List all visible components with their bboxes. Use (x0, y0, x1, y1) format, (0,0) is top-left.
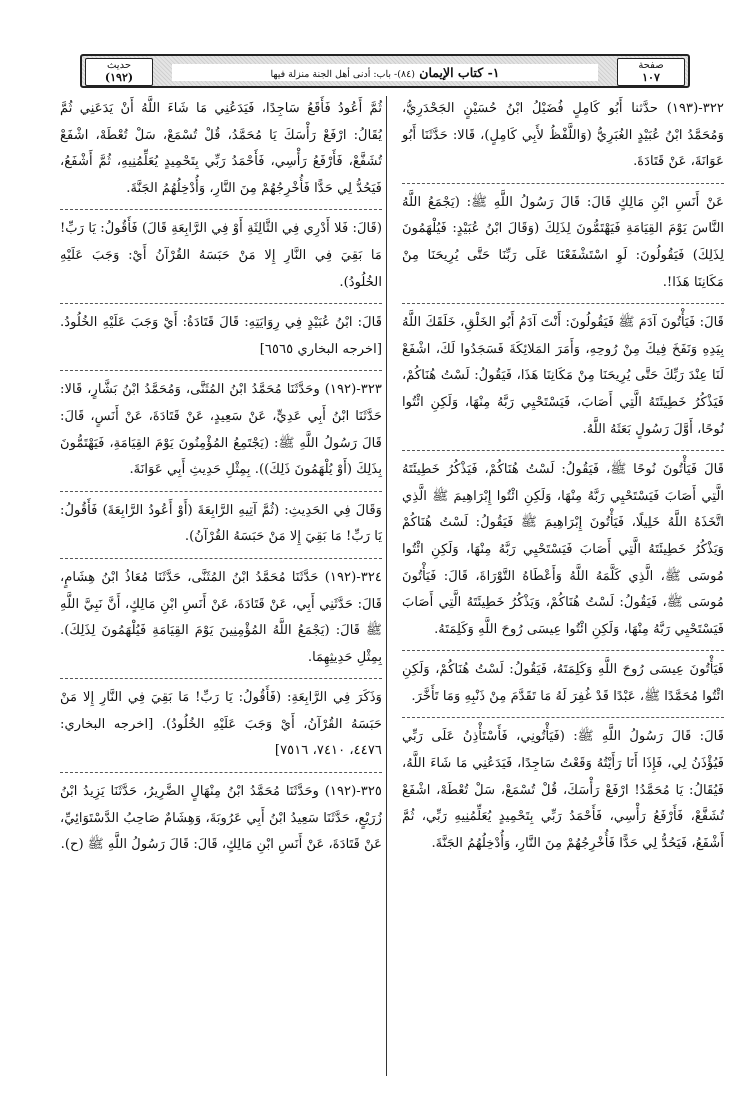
separator (60, 678, 382, 679)
right-column (402, 96, 724, 864)
paragraph: ثُمَّ أَعُودُ فَأَقَعُ سَاجِدًا، فَيَدَعُنِي مَا شَاءَ اللَّهُ أَنْ يَدَعَنِي ثُمَّ يُقَالُ: ارْفَعْ رَأْسَكَ يَا مُحَمَّدُ، قُلْ تُسْمَعْ، سَلْ تُعْطَهْ، اشْفَعْ تُشَفَّعْ، فَأَرْفَعُ رَأْسِي، فَأَحْمَدُ رَبِّي بِتَحْمِيدٍ يُعَلِّمُنِيهِ، ثُمَّ أَشْفَعُ، فَيَحُدُّ لِي حَدًّا فَأُخْرِجُهُمْ مِنَ النَّارِ، وَأُدْخِلُهُمُ الجَنَّةَ. (60, 101, 382, 196)
separator (60, 772, 382, 773)
hadith-322-isnad: ٣٢٢-(١٩٣) حدَّثنا أَبُو كَامِلٍ فُضَيْلُ ابْنُ حُسَيْنٍ الجَحْدَرِيُّ، وَمُحَمَّدُ ابْنُ عُبَيْدٍ الغُبَرِيُّ (وَاللَّفْظُ لأَبِي كَامِلٍ)، قَالا: حَدَّثَنَا أَبُو عَوَانَةَ، عَنْ قَتَادَةَ. (402, 101, 724, 170)
paragraph: قَالَ: قَالَ رَسُولُ اللَّهِ ﷺ: (فَيَأْتُونِي، فَأَسْتَأْذِنُ عَلَى رَبِّي فَيُؤْذَنُ لِي، فَإِذَا أَنَا رَأَيْتُهُ وَقَعْتُ سَاجِدًا، فَيَدَعُنِي مَا شَاءَ اللَّهُ، فَيُقَالُ: يَا مُحَمَّدُ! ارْفَعْ رَأْسَكَ، قُلْ تُسْمَعْ، سَلْ تُعْطَهْ، اشْفَعْ تُشَفَّعْ، فَأَرْفَعُ رَأْسِي، فَأَحْمَدُ رَبِّي بِتَحْمِيدٍ يُعَلِّمُنِيهِ رَبِّي، ثُمَّ أَشْفَعُ، فَيَحُدُّ لِي حَدًّا فَأُخْرِجُهُمْ مِنَ النَّارِ، وَأُدْخِلُهُمُ الجَنَّةَ. (402, 729, 724, 851)
separator (402, 303, 724, 304)
hadith-324: ٣٢٤-(١٩٢) حَدَّثَنَا مُحَمَّدُ ابْنُ المُثَنَّى، حَدَّثَنَا مُعَاذُ ابْنُ هِشَامٍ، قَالَ: حَدَّثَنِي أَبِي، عَنْ قَتَادَةَ، عَنْ أَنَسِ ابْنِ مَالِكٍ، أَنَّ نَبِيَّ اللَّهِ ﷺ قَالَ: (يَجْمَعُ اللَّهُ المُؤْمِنِينَ يَوْمَ القِيَامَةِ فَيُلْهَمُونَ لِذَلِكَ). بِمِثْلِ حَدِيثِهِمَا. (60, 569, 382, 665)
left-column (60, 96, 382, 866)
separator (60, 491, 382, 492)
paragraph: عَنْ أَنَسِ ابْنِ مَالِكٍ قَالَ: قَالَ رَسُولُ اللَّهِ ﷺ: (يَجْمَعُ اللَّهُ النَّاسَ يَوْمَ القِيَامَةِ فَيَهْتَمُّونَ لِذَلِكَ (وَقَالَ ابْنُ عُبَيْدٍ: فَيُلْهَمُونَ لِذَلِكَ) فَيَقُولُونَ: لَوِ اسْتَشْفَعْنَا عَلَى رَبِّنَا حَتَّى يُرِيحَنَا مِنْ مَكَانِنَا هَذَا!. (402, 194, 724, 290)
separator (402, 183, 724, 184)
paragraph: قَالَ: فَيَأْتُونَ آدَمَ ﷺ فَيَقُولُونَ: أَنْتَ آدَمُ أَبُو الخَلْقِ، خَلَقَكَ اللَّهُ بِيَدِهِ وَنَفَخَ فِيكَ مِنْ رُوحِهِ، وَأَمَرَ المَلائِكَةَ فَسَجَدُوا لَكَ، اشْفَعْ لَنَا عِنْدَ رَبِّكَ حَتَّى يُرِيحَنَا مِنْ مَكَانِنَا هَذَا، فَيَقُولُ: لَسْتُ هُنَاكُمْ، فَيَذْكُرُ خَطِيئَتَهُ الَّتِي أَصَابَ، فَيَسْتَحْيِي رَبَّهُ مِنْهَا، وَلَكِنِ ائْتُوا نُوحًا، أَوَّلَ رَسُولٍ بَعَثَهُ اللَّهُ. (402, 315, 724, 437)
separator (402, 450, 724, 451)
page-label: صفحة (638, 60, 664, 71)
separator (60, 558, 382, 559)
column-divider (386, 96, 387, 1076)
chapter-title: (٨٤)- باب: أدنى أهل الجنة منزلة فيها (270, 69, 415, 80)
paragraph: وَذَكَرَ فِي الرَّابِعَةِ: (فَأَقُولُ: يَا رَبِّ! مَا بَقِيَ فِي النَّارِ إِلا مَنْ حَبَسَهُ القُرْآنُ، أَيْ وَجَبَ عَلَيْهِ الخُلُودُ). [اخرجه البخاري: ٤٤٧٦، ٧٤١٠، ٧٥١٦] (60, 690, 382, 759)
paragraph: (قَالَ: فَلا أَدْرِي فِي الثَّالِثَةِ أَوْ فِي الرَّابِعَةِ قَالَ) فَأَقُولُ: يَا رَبِّ! مَا بَقِيَ فِي النَّارِ إِلا مَنْ حَبَسَهُ القُرْآنُ أَيْ: وَجَبَ عَلَيْهِ الخُلُودُ). (60, 221, 382, 290)
paragraph: قَالَ فَيَأْتُونَ نُوحًا ﷺ، فَيَقُولُ: لَسْتُ هُنَاكُمْ، فَيَذْكُرُ خَطِيئَتَهُ الَّتِي أَصَابَ فَيَسْتَحْيِي رَبَّهُ مِنْهَا، وَلَكِنِ ائْتُوا إِبْرَاهِيمَ ﷺ الَّذِي اتَّخَذَهُ اللَّهُ خَلِيلًا، فَيَأْتُونَ إِبْرَاهِيمَ ﷺ فَيَقُولُ: لَسْتُ هُنَاكُمْ وَيَذْكُرُ خَطِيئَتَهُ الَّتِي أَصَابَ فَيَسْتَحْيِي رَبَّهُ مِنْهَا، وَلَكِنِ ائْتُوا مُوسَى ﷺ، الَّذِي كَلَّمَهُ اللَّهُ وَأَعْطَاهُ التَّوْرَاةَ، قَالَ: فَيَأْتُونَ مُوسَى ﷺ، فَيَقُولُ: لَسْتُ هُنَاكُمْ، وَيَذْكُرُ خَطِيئَتَهُ الَّتِي أَصَابَ فَيَسْتَحْيِي رَبَّهُ مِنْهَا، وَلَكِنِ ائْتُوا عِيسَى رُوحَ اللَّهِ وَكَلِمَتَهُ. (402, 462, 724, 637)
separator (60, 370, 382, 371)
page-number-box (617, 58, 685, 86)
paragraph: فَيَأْتُونَ عِيسَى رُوحَ اللَّهِ وَكَلِمَتَهُ، فَيَقُولُ: لَسْتُ هُنَاكُمْ، وَلَكِنِ ائْتُوا مُحَمَّدًا ﷺ، عَبْدًا قَدْ غُفِرَ لَهُ مَا تَقَدَّمَ مِنْ ذَنْبِهِ وَمَا تَأَخَّرَ. (402, 662, 724, 704)
hadith-325: ٣٢٥-(١٩٢) وحَدَّثَنَا مُحَمَّدُ ابْنُ مِنْهَالٍ الضَّرِيرُ، حَدَّثَنَا يَزِيدُ ابْنُ زُرَيْعٍ، حَدَّثَنَا سَعِيدُ ابْنُ أَبِي عَرُوبَةَ، وَهِشَامٌ صَاحِبُ الدَّسْتَوَائِيِّ، عَنْ قَتَادَةَ، عَنْ أَنَسِ ابْنِ مَالِكٍ، قَالَ: قَالَ رَسُولُ اللَّهِ ﷺ (ح). (60, 784, 382, 853)
page-header (80, 54, 690, 88)
separator (402, 717, 724, 718)
separator (60, 303, 382, 304)
hadith-number-box (85, 58, 153, 86)
page-number: ١٠٧ (642, 71, 660, 84)
hadith-label: حديث (106, 60, 132, 71)
separator (402, 650, 724, 651)
header-title (172, 64, 598, 81)
book-title: ١- كتاب الإيمان (419, 65, 500, 80)
hadith-323: ٣٢٣-(١٩٢) وحَدَّثَنَا مُحَمَّدُ ابْنُ المُثَنَّى، وَمُحَمَّدُ ابْنُ بَشَّارٍ، قَالا: حَدَّثَنَا ابْنُ أَبِي عَدِيٍّ، عَنْ سَعِيدٍ، عَنْ قَتَادَةَ، عَنْ أَنَسٍ، قَالَ: قَالَ رَسُولُ اللَّهِ ﷺ: (يَجْتَمِعُ المُؤْمِنُونَ يَوْمَ القِيَامَةِ، فَيَهْتَمُّونَ بِذَلِكَ (أَوْ يُلْهَمُونَ ذَلِكَ)). بِمِثْلِ حَدِيثِ أَبِي عَوَانَةَ. (60, 382, 382, 478)
paragraph: وَقَالَ فِي الحَدِيثِ: (ثُمَّ آتِيهِ الرَّابِعَةَ (أَوْ أَعُودُ الرَّابِعَةَ) فَأَقُولُ: يَا رَبِّ! مَا بَقِيَ إِلا مَنْ حَبَسَهُ القُرْآنُ). (60, 502, 382, 545)
hadith-number: (١٩٢) (104, 71, 134, 84)
separator (60, 209, 382, 210)
paragraph: قَالَ: ابْنُ عُبَيْدٍ فِي رِوَايَتِهِ: قَالَ قَتَادَةُ: أَيْ وَجَبَ عَلَيْهِ الخُلُودُ. [اخرجه البخاري ٦٥٦٥] (60, 315, 382, 357)
